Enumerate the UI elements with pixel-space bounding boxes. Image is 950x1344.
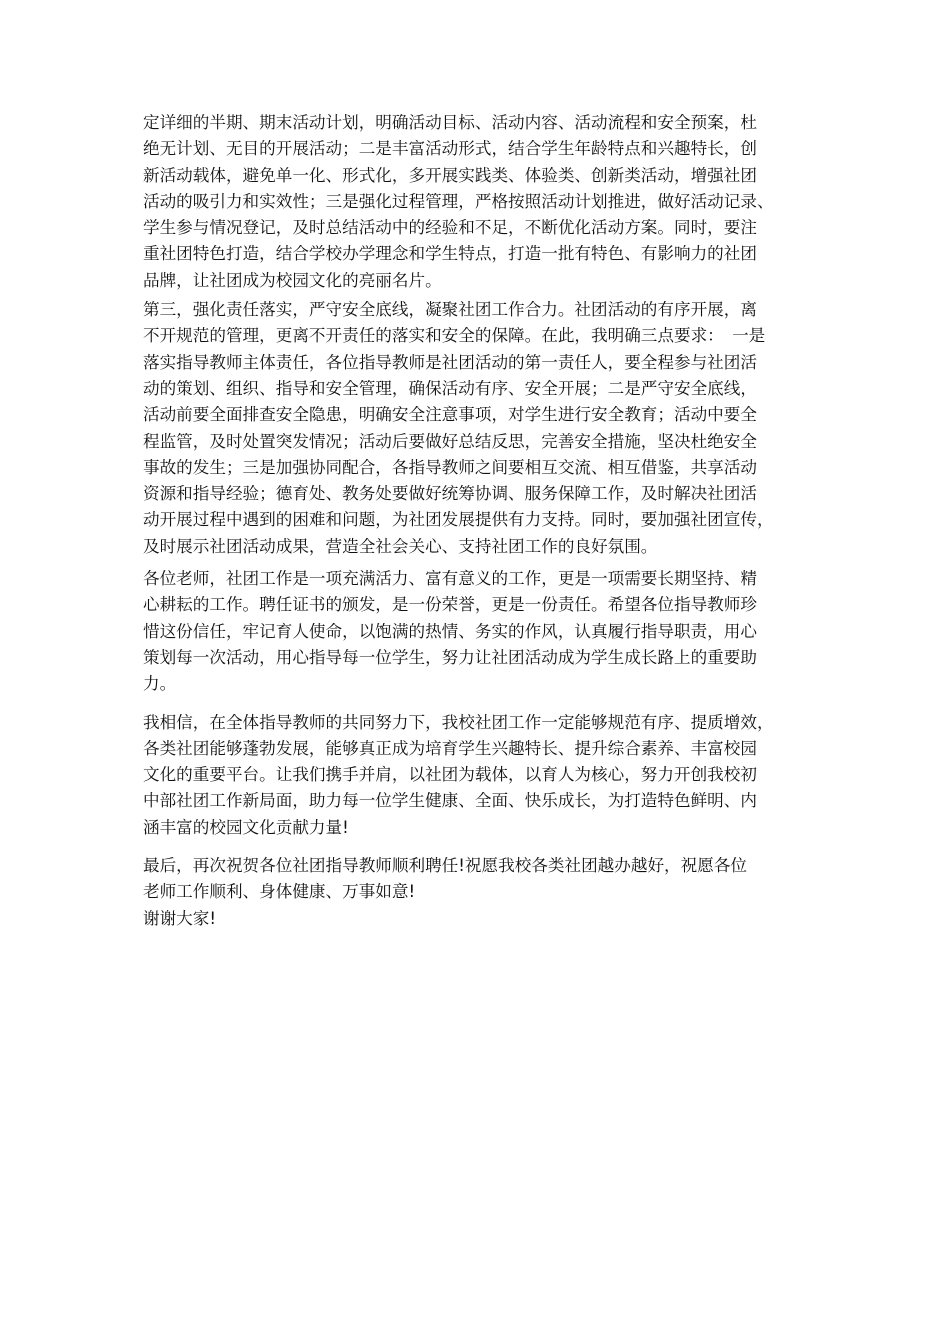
paragraph-teachers: [143, 566, 823, 697]
text-line: 活动前要全面排查安全隐患，明确安全注意事项，对学生进行安全教育；活动中要全: [143, 405, 757, 425]
text-line: 不开规范的管理，更离不开责任的落实和安全的保障。在此，我明确三点要求： 一是: [143, 326, 766, 346]
text-line: 定详细的半期、期末活动计划，明确活动目标、活动内容、活动流程和安全预案，杜: [143, 113, 757, 132]
document-body: [143, 110, 823, 932]
text-line: 事故的发生；三是加强协同配合，各指导教师之间要相互交流、相互借鉴，共享活动: [143, 457, 757, 477]
text-line: 心耕耘的工作。聘任证书的颁发，是一份荣誉，更是一份责任。希望各位指导教师珍: [143, 595, 757, 615]
text-line: 文化的重要平台。让我们携手并肩，以社团为载体，以育人为核心，努力开创我校初: [143, 765, 757, 785]
paragraph-gap: [143, 841, 823, 853]
text-line: 资源和指导经验；德育处、教务处要做好统筹协调、服务保障工作，及时解决社团活: [143, 484, 757, 504]
text-line: 各位老师，社团工作是一项充满活力、富有意义的工作，更是一项需要长期坚持、精: [143, 569, 757, 589]
text-line: 涵丰富的校园文化贡献力量!: [143, 817, 349, 837]
text-line: 活动的吸引力和实效性；三是强化过程管理，严格按照活动计划推进，做好活动记录、: [143, 191, 774, 211]
paragraph-thanks: [143, 906, 823, 932]
text-line: 中部社团工作新局面，助力每一位学生健康、全面、快乐成长，为打造特色鲜明、内: [143, 791, 757, 811]
text-line: 落实指导教师主体责任，各位指导教师是社团活动的第一责任人，要全程参与社团活: [143, 352, 757, 372]
text-line: 动的策划、组织、指导和安全管理，确保活动有序、安全开展；二是严守安全底线，: [143, 378, 757, 398]
text-line: 各类社团能够蓬勃发展，能够真正成为培育学生兴趣特长、提升综合素养、丰富校园: [143, 738, 757, 758]
text-line: 品牌，让社团成为校园文化的亮丽名片。: [143, 270, 442, 290]
text-line: 新活动载体，避免单一化、形式化，多开展实践类、体验类、创新类活动，增强社团: [143, 165, 757, 185]
paragraph-gap: [143, 698, 823, 710]
text-line: 动开展过程中遇到的困难和问题，为社团发展提供有力支持。同时，要加强社团宣传，: [143, 510, 774, 530]
paragraph-activity-plan: [143, 110, 823, 294]
text-line: 谢谢大家!: [143, 908, 217, 928]
text-line: 惜这份信任，牢记育人使命，以饱满的热情、务实的作风，认真履行指导职责，用心: [143, 621, 757, 641]
text-line: 学生参与情况登记，及时总结活动中的经验和不足，不断优化活动方案。同时，要注: [143, 218, 757, 238]
text-line: 最后，再次祝贺各位社团指导教师顺利聘任!祝愿我校各类社团越办越好，祝愿各位: [143, 856, 748, 876]
text-line: 绝无计划、无目的开展活动；二是丰富活动形式，结合学生年龄特点和兴趣特长，创: [143, 139, 757, 159]
text-line: 力。: [143, 674, 177, 694]
paragraph-third-responsibility: [143, 297, 823, 560]
text-line: 老师工作顺利、身体健康、万事如意!: [143, 882, 416, 902]
text-line: 第三，强化责任落实，严守安全底线，凝聚社团工作合力。社团活动的有序开展，离: [143, 300, 757, 320]
text-line: 我相信，在全体指导教师的共同努力下，我校社团工作一定能够规范有序、提质增效，: [143, 712, 774, 732]
paragraph-closing: [143, 853, 823, 906]
text-line: 重社团特色打造，结合学校办学理念和学生特点，打造一批有特色、有影响力的社团: [143, 244, 757, 264]
paragraph-belief: [143, 710, 823, 841]
text-line: 策划每一次活动，用心指导每一位学生，努力让社团活动成为学生成长路上的重要助: [143, 647, 757, 667]
text-line: 程监管，及时处置突发情况；活动后要做好总结反思，完善安全措施，坚决杜绝安全: [143, 431, 757, 451]
text-line: 及时展示社团活动成果，营造全社会关心、支持社团工作的良好氛围。: [143, 536, 658, 556]
